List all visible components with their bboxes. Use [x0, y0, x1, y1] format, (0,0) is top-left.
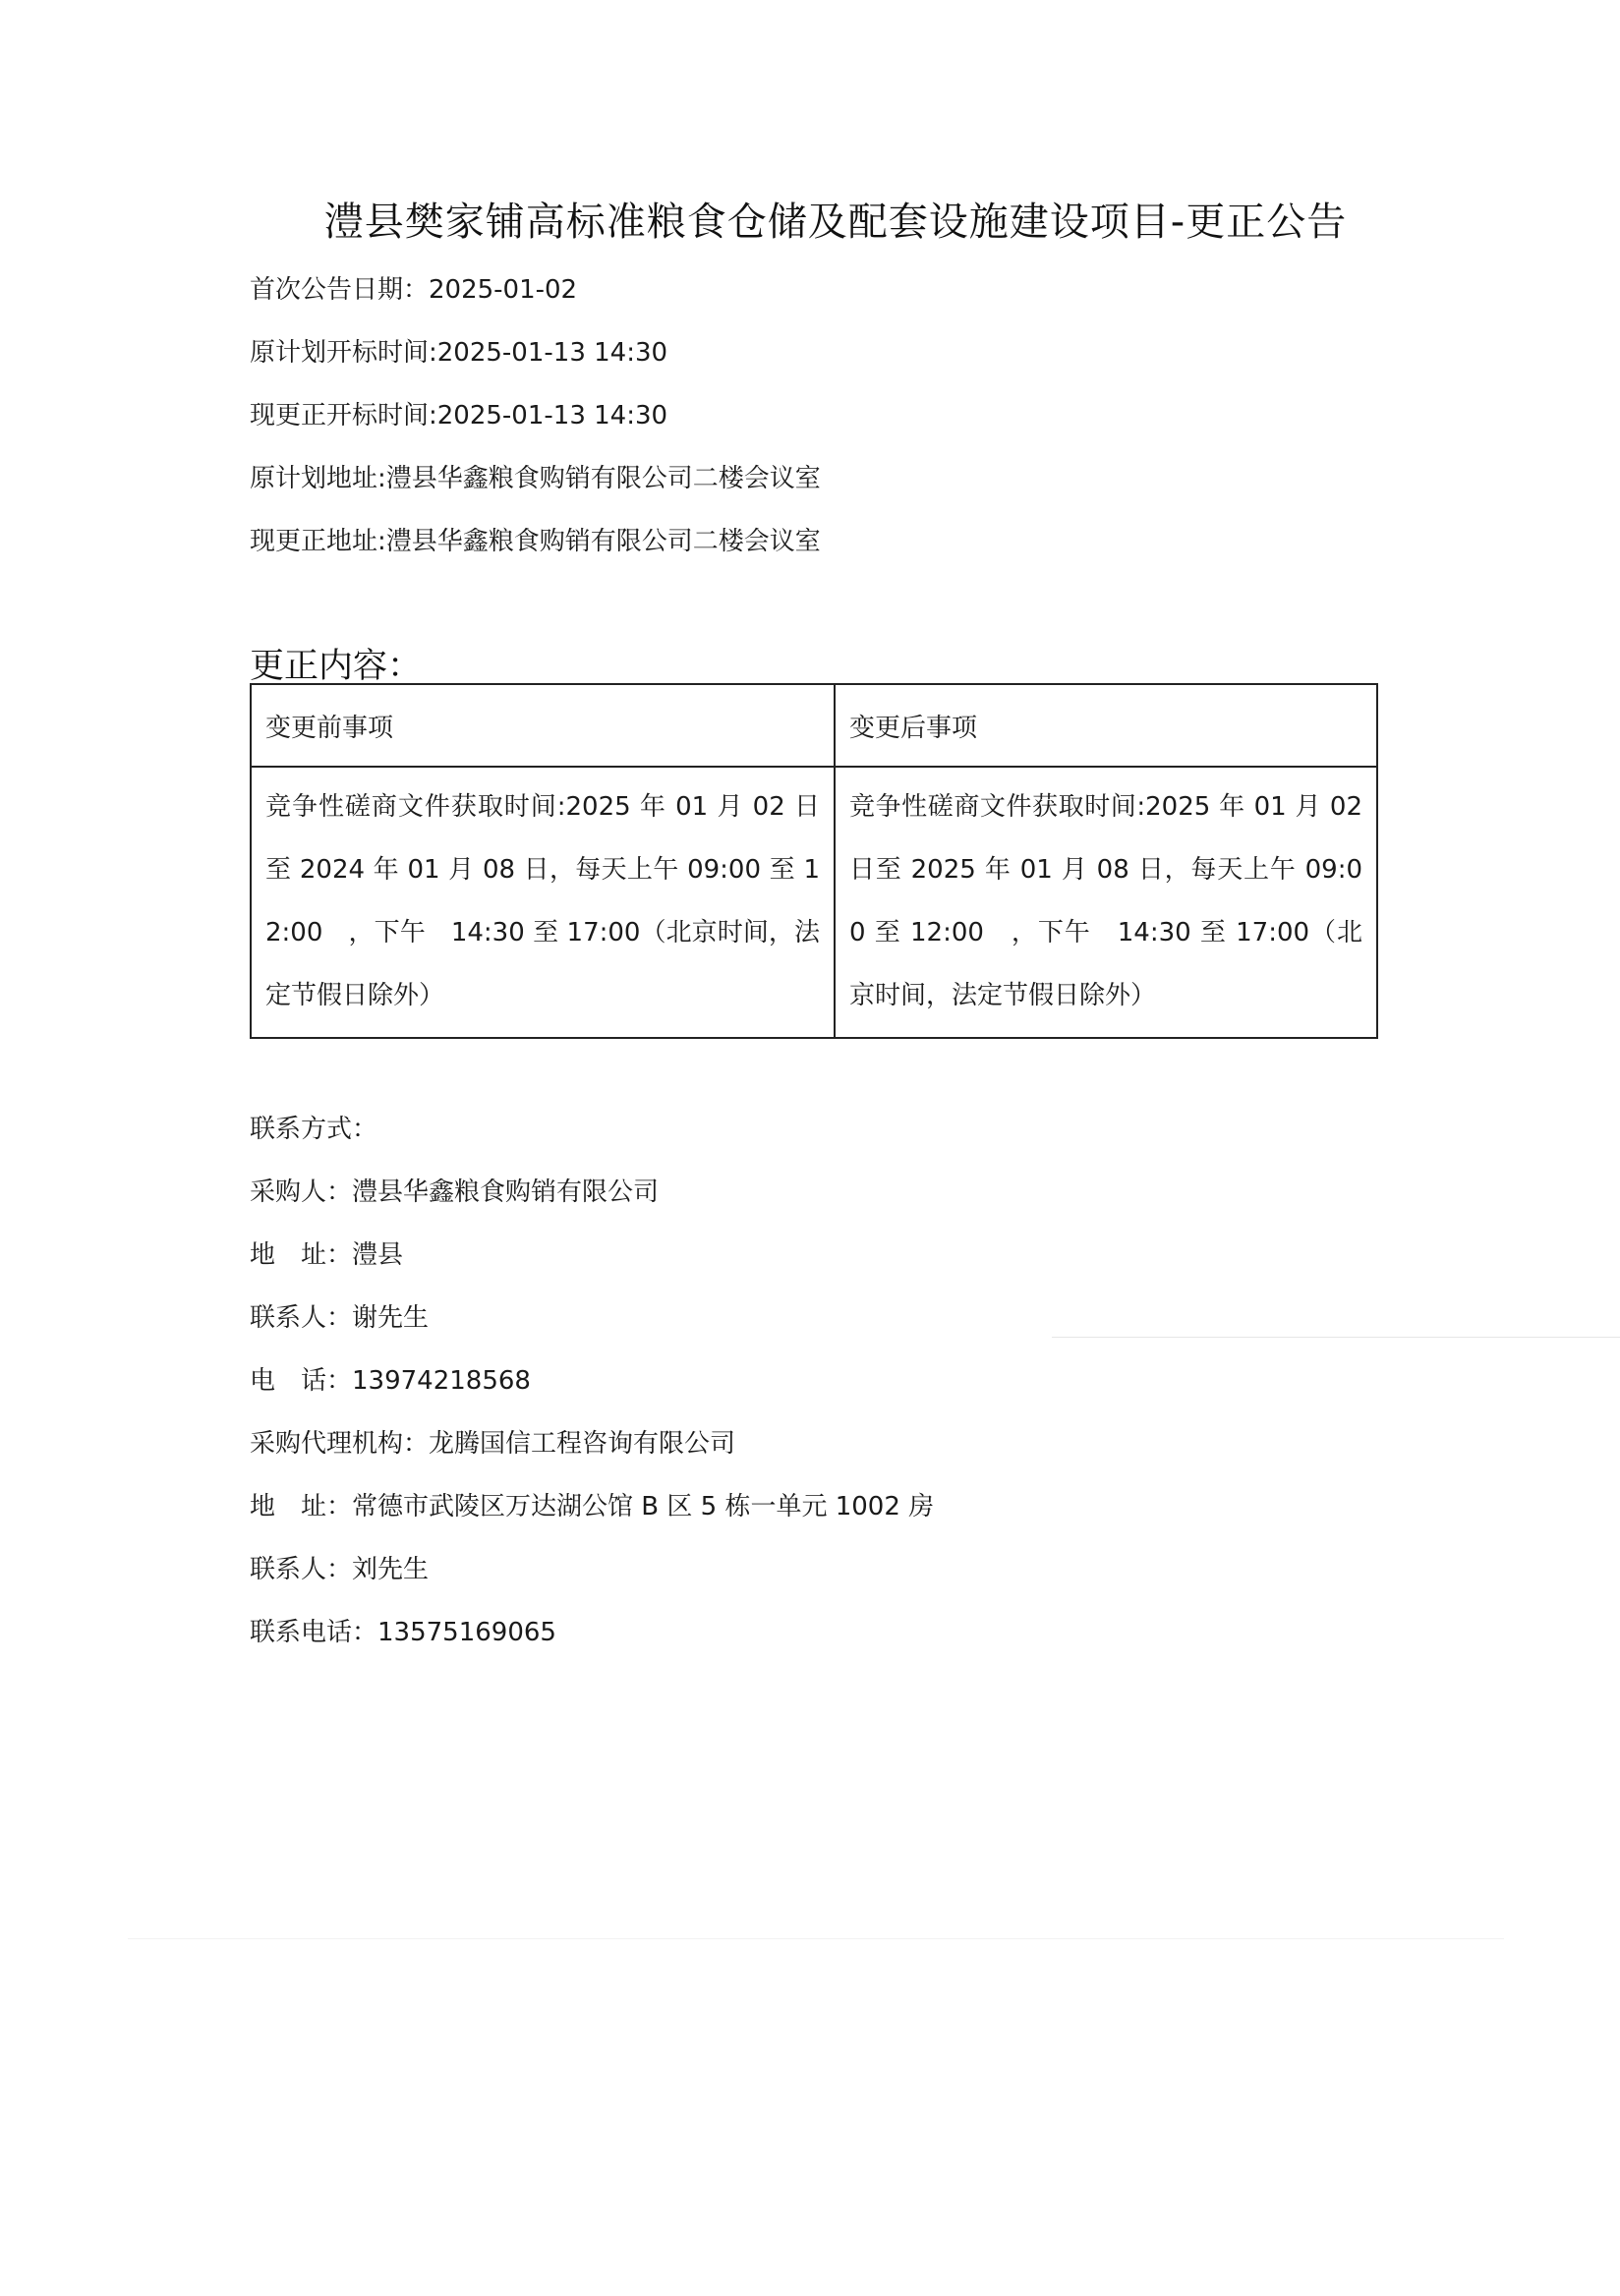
purchaser-phone: 电 话：13974218568	[250, 1366, 531, 1396]
correction-heading: 更正内容：	[250, 647, 423, 686]
scan-artifact-line	[1052, 1337, 1620, 1338]
purchaser: 采购人：澧县华鑫粮食购销有限公司	[250, 1177, 660, 1207]
cell-after: 竞争性磋商文件获取时间:2025 年 01 月 02 日至 2025 年 01 月 08 日，每天上午 09:00 至 12:00 ，下午 14:30 至 17:00（北京时间，法定节假日除外）	[835, 767, 1377, 1038]
correction-table	[250, 683, 1378, 1039]
agency-phone: 联系电话：13575169065	[250, 1618, 556, 1647]
cell-before: 竞争性磋商文件获取时间:2025 年 01 月 02 日至 2024 年 01 月 08 日，每天上午 09:00 至 12:00 ，下午 14:30 至 17:00（北京时间，法定节假日除外）	[251, 767, 835, 1038]
purchaser-contact-person: 联系人：谢先生	[250, 1303, 430, 1333]
original-opening-time: 原计划开标时间:2025-01-13 14:30	[250, 338, 668, 368]
header-before: 变更前事项	[251, 684, 835, 767]
corrected-address: 现更正地址:澧县华鑫粮食购销有限公司二楼会议室	[250, 527, 821, 556]
document-title: 澧县樊家铺高标准粮食仓储及配套设施建设项目-更正公告	[323, 200, 1348, 245]
corrected-opening-time: 现更正开标时间:2025-01-13 14:30	[250, 401, 668, 430]
agency: 采购代理机构：龙腾国信工程咨询有限公司	[250, 1429, 736, 1459]
agency-address: 地 址：常德市武陵区万达湖公馆 B 区 5 栋一单元 1002 房	[250, 1492, 935, 1521]
table-header-row	[251, 684, 1377, 767]
header-after: 变更后事项	[835, 684, 1377, 767]
table-row	[251, 767, 1377, 1038]
agency-contact-person: 联系人：刘先生	[250, 1555, 430, 1584]
scan-artifact-line	[128, 1938, 1504, 1939]
purchaser-address: 地 址：澧县	[250, 1240, 404, 1270]
original-address: 原计划地址:澧县华鑫粮食购销有限公司二楼会议室	[250, 464, 821, 493]
contact-heading: 联系方式：	[250, 1115, 378, 1144]
first-announcement-date: 首次公告日期：2025-01-02	[250, 275, 578, 305]
